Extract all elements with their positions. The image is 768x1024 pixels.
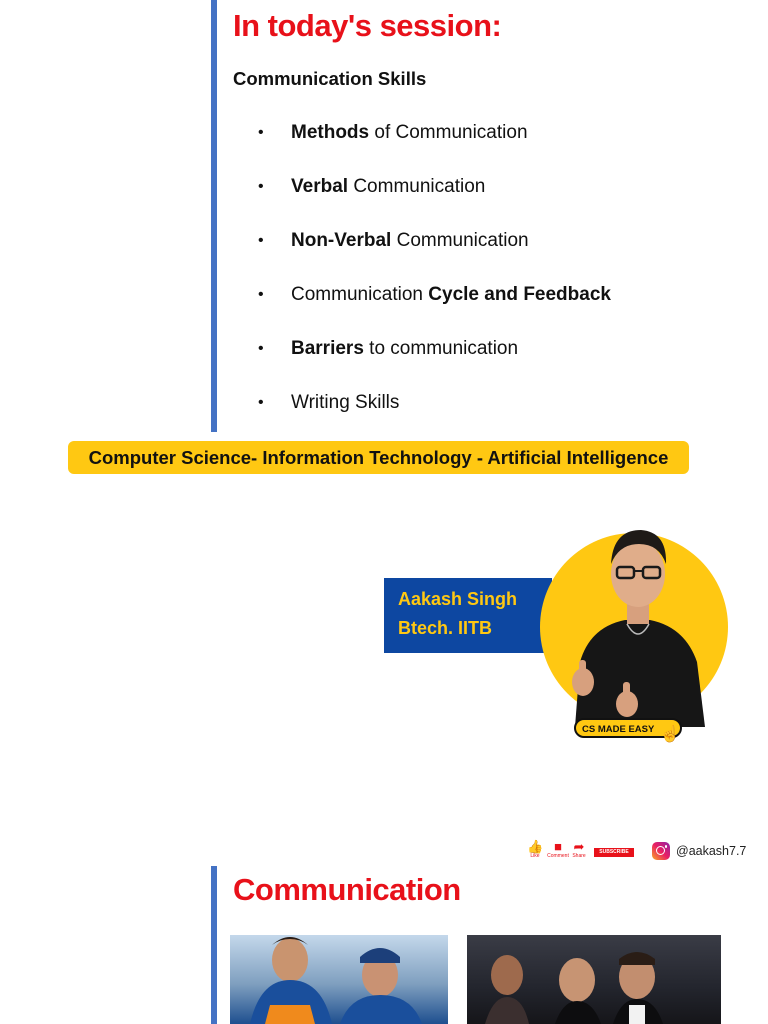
comment-button[interactable] (546, 840, 570, 859)
slide-title: In today's session: (233, 8, 502, 43)
slide-accent-bar (211, 0, 217, 432)
list-item (258, 226, 611, 280)
share-label: Share (572, 853, 586, 859)
bullet-icon: • (258, 394, 264, 411)
like-button[interactable] (527, 840, 543, 859)
presenter-card (384, 578, 552, 653)
presenter-degree: Btech. IITB (398, 618, 493, 638)
instagram-handle: @aakash7.7 (676, 844, 747, 858)
share-button[interactable] (571, 840, 587, 859)
comment-label: Comment (547, 853, 569, 859)
list-item (258, 118, 611, 172)
bullet-icon: • (258, 340, 264, 357)
topic-text: Writing Skills (291, 392, 400, 413)
topic-bold: Cycle and Feedback (428, 284, 611, 305)
topic-text: of Communication (369, 122, 528, 143)
instagram-icon (652, 842, 670, 860)
topic-text: to communication (363, 338, 519, 359)
comment-icon: ■ (554, 839, 562, 854)
list-item (258, 280, 611, 334)
brand-badge: CS MADE EASY (574, 718, 682, 738)
bullet-icon: • (258, 286, 264, 303)
topic-bold: Barriers (291, 338, 364, 359)
slide-accent-bar (211, 866, 217, 1024)
topic-list (258, 118, 611, 442)
topic-bold: Methods (291, 122, 370, 143)
subscribe-button[interactable]: SUBSCRIBE (594, 848, 634, 857)
slide-title: Communication (233, 872, 461, 907)
bullet-icon: • (258, 124, 264, 141)
cricket-players-photo (230, 935, 448, 1024)
topic-text: Communication (348, 176, 486, 197)
thumbs-up-icon: 👍 (527, 839, 544, 854)
social-strip (527, 840, 752, 864)
list-item (258, 172, 611, 226)
presenter-name: Aakash Singh (398, 589, 518, 609)
share-icon: ➦ (573, 839, 585, 854)
like-label: Like (530, 853, 540, 859)
topic-text: Communication (291, 284, 429, 305)
subject-banner: Computer Science- Information Technology - Artificial Intelligence (68, 441, 689, 474)
topic-bold: Non-Verbal (291, 230, 392, 251)
bullet-icon: • (258, 232, 264, 249)
football-players-photo (467, 935, 721, 1024)
bullet-icon: • (258, 178, 264, 195)
slide-subheading: Communication Skills (233, 68, 427, 89)
pointer-hand-icon: ☝ (660, 726, 680, 743)
presenter-photo (555, 522, 720, 727)
list-item (258, 334, 611, 388)
topic-bold: Verbal (291, 176, 349, 197)
list-item (258, 388, 611, 442)
topic-text: Communication (391, 230, 529, 251)
